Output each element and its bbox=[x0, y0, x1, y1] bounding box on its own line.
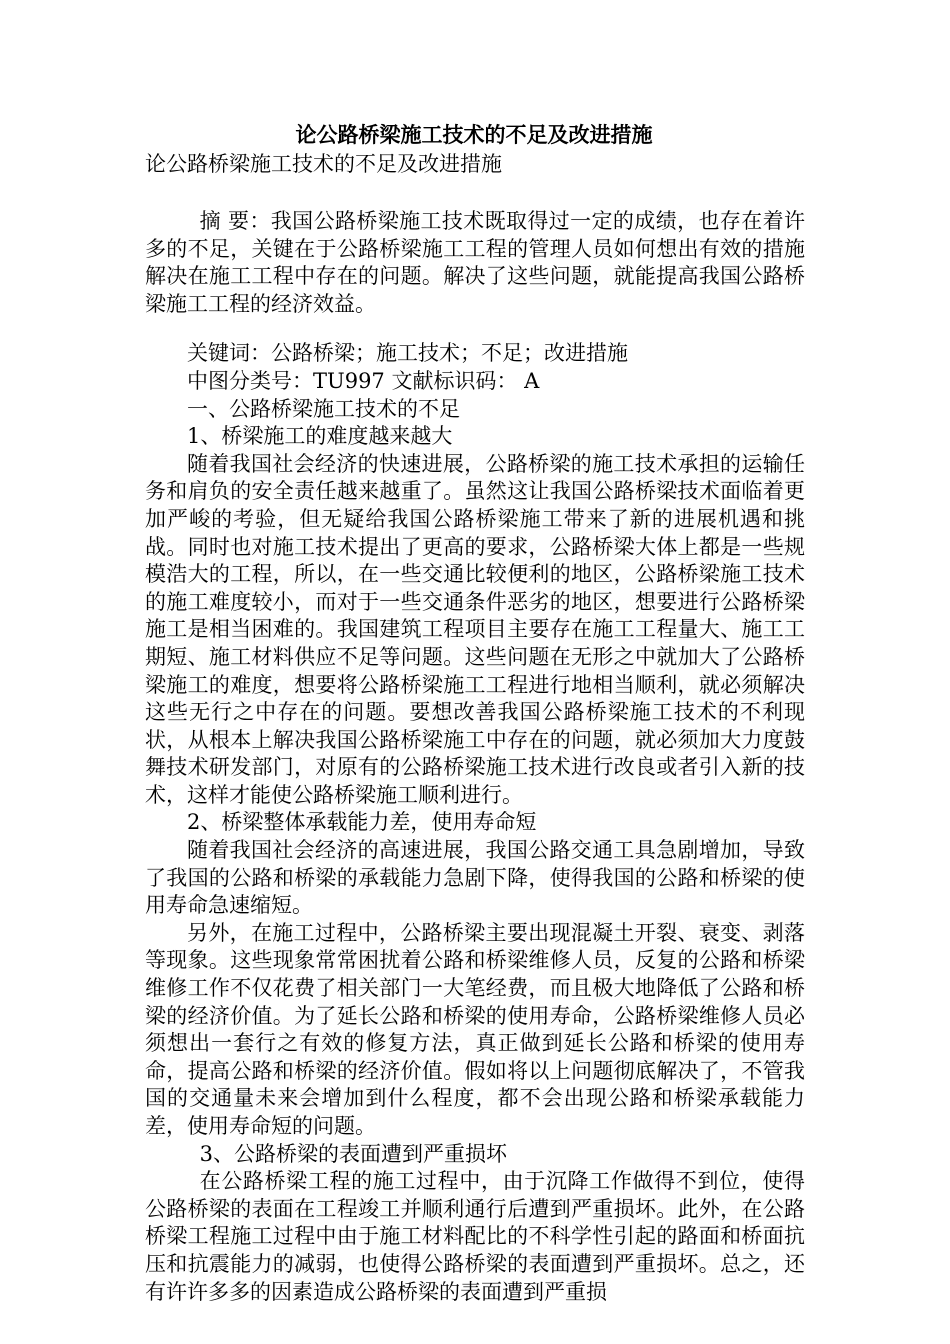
body-paragraph: 在公路桥梁工程的施工过程中，由于沉降工作做得不到位，使得公路桥梁的表面在工程竣工并顺利通行后遭到严重损坏。此外，在公路桥梁工程施工过程中由于施工材料配比的不科学性引起的路面和桥面抗压和抗震能力的减弱，也使得公路桥梁的表面遭到严重损坏。总之，还有许许多多的因素造成公路桥梁的表面遭到严重损 bbox=[145, 1169, 805, 1304]
body-paragraph: 随着我国社会经济的快速进展，公路桥梁的施工技术承担的运输任务和肩负的安全责任越来越重了。虽然这让我国公路桥梁技术面临着更加严峻的考验，但无疑给我国公路桥梁施工带来了新的进展机遇和挑战。同时也对施工技术提出了更高的要求，公路桥梁大体上都是一些规模浩大的工程，所以，在一些交通比较便利的地区，公路桥梁施工技术的施工难度较小，而对于一些交通条件恶劣的地区，想要进行公路桥梁施工是相当困难的。我国建筑工程项目主要存在施工工程量大、施工工期短、施工材料供应不足等问题。这些问题在无形之中就加大了公路桥梁施工的难度，想要将公路桥梁施工工程进行地相当顺利，就必须解决这些无行之中存在的问题。要想改善我国公路桥梁施工技术的不利现状，从根本上解决我国公路桥梁施工中存在的问题，就必须加大力度鼓舞技术研发部门，对原有的公路桥梁施工技术进行改良或者引入新的技术，这样才能使公路桥梁施工顺利进行。 bbox=[145, 451, 805, 807]
subsection-heading-3: 3、公路桥梁的表面遭到严重损坏 bbox=[199, 1141, 507, 1166]
subsection-heading-1: 1、桥梁施工的难度越来越大 bbox=[187, 424, 453, 449]
keywords-line: 关键词：公路桥梁；施工技术；不足；改进措施 bbox=[187, 341, 628, 366]
document-title: 论公路桥梁施工技术的不足及改进措施 bbox=[295, 122, 653, 147]
abstract-paragraph: 摘 要：我国公路桥梁施工技术既取得过一定的成绩，也存在着许多的不足，关键在于公路桥梁施工工程的管理人员如何想出有效的措施解决在施工工程中存在的问题。解决了这些问题，就能提高我国公路桥梁施工工程的经济效益。 bbox=[145, 209, 805, 316]
blank-line bbox=[145, 318, 805, 340]
document-page bbox=[145, 120, 805, 1306]
body-paragraph: 随着我国社会经济的高速进展，我国公路交通工具急剧增加，导致了我国的公路和桥梁的承载能力急剧下降，使得我国的公路和桥梁的使用寿命急速缩短。 bbox=[145, 838, 805, 918]
document-subtitle: 论公路桥梁施工技术的不足及改进措施 bbox=[145, 152, 502, 176]
classification-line: 中图分类号：TU997 文献标识码： A bbox=[187, 368, 540, 393]
section-heading-1: 一、公路桥梁施工技术的不足 bbox=[187, 396, 460, 421]
blank-line bbox=[145, 178, 805, 208]
body-paragraph: 另外，在施工过程中，公路桥梁主要出现混凝土开裂、衰变、剥落等现象。这些现象常常困扰着公路和桥梁维修人员，反复的公路和桥梁维修工作不仅花费了相关部门一大笔经费，而且极大地降低了公路和桥梁的经济价值。为了延长公路和桥梁的使用寿命，公路桥梁维修人员必须想出一套行之有效的修复方法，真正做到延长公路和桥梁的使用寿命，提高公路和桥梁的经济价值。假如将以上问题彻底解决了，不管我国的交通量未来会增加到什么程度，都不会出现公路和桥梁承载能力差，使用寿命短的问题。 bbox=[145, 920, 805, 1138]
subsection-heading-2: 2、桥梁整体承载能力差，使用寿命短 bbox=[187, 810, 537, 835]
